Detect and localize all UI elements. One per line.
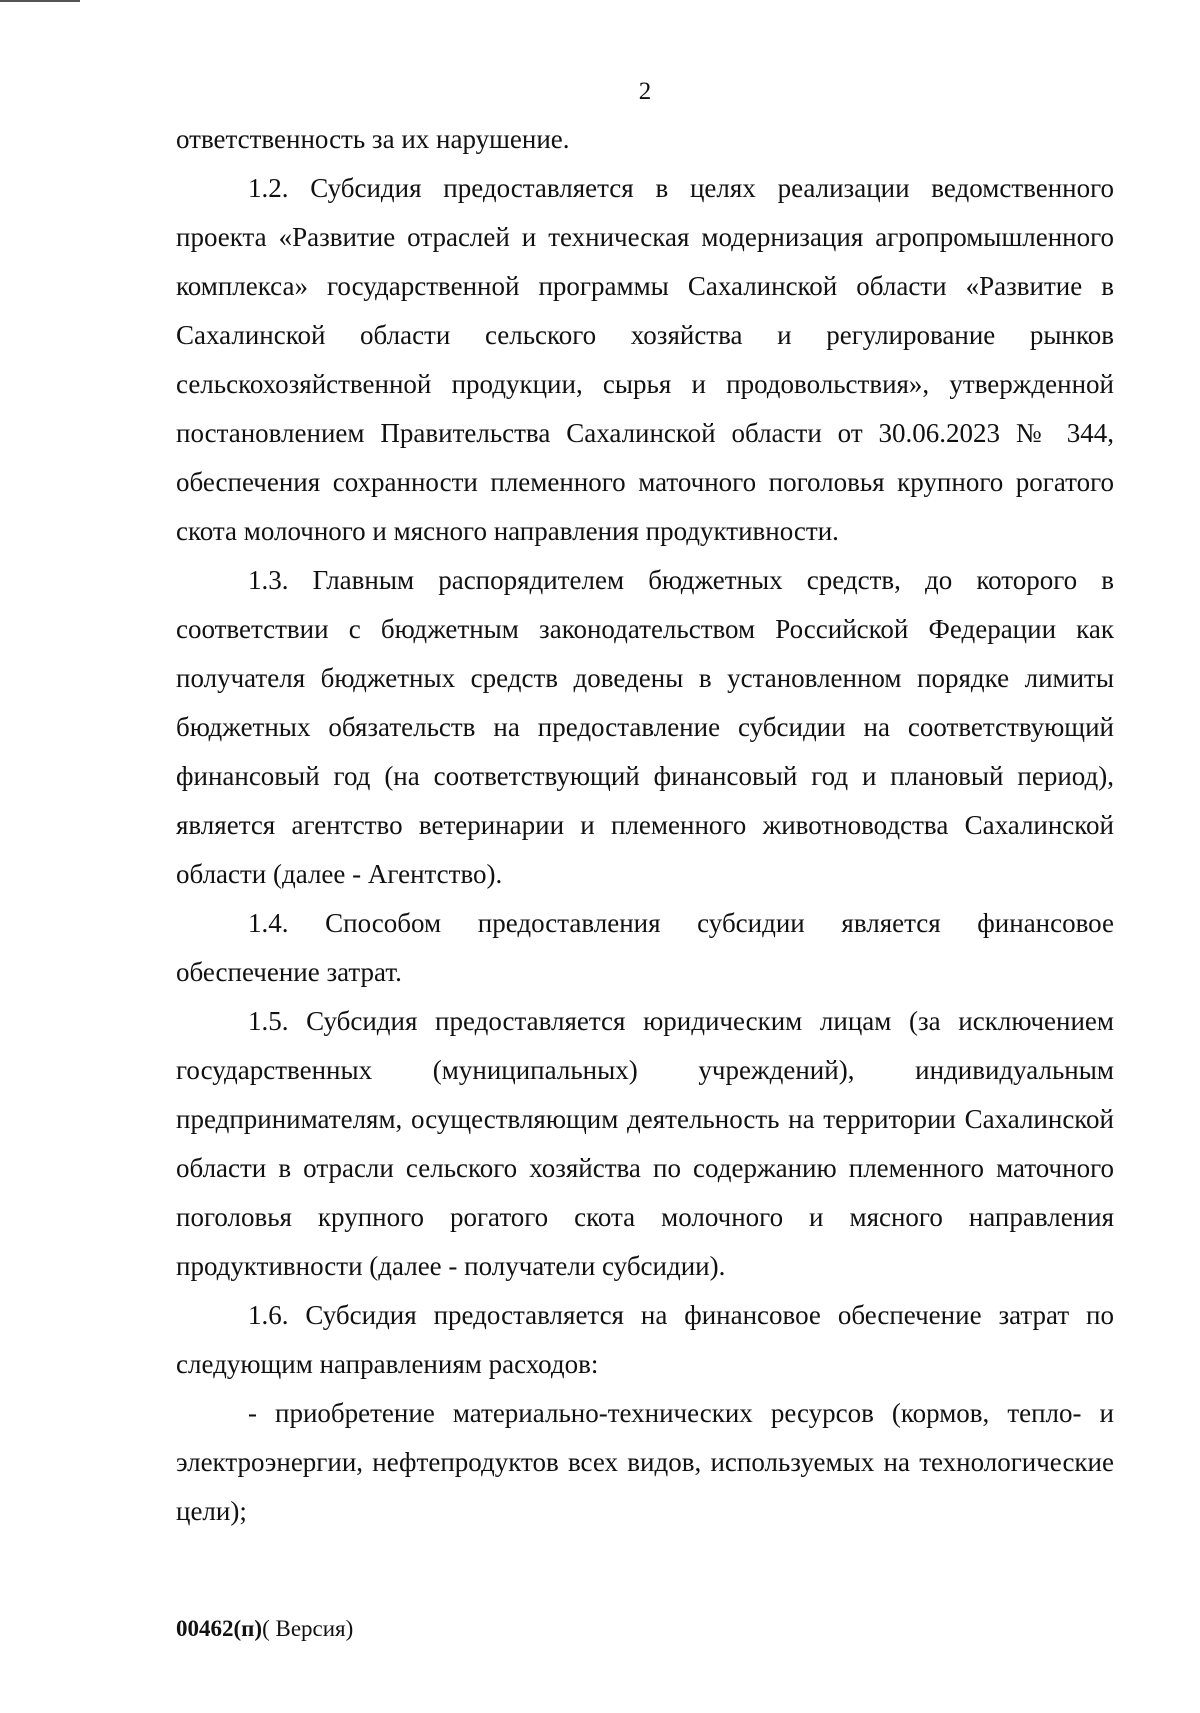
paragraph-1-6: 1.6. Субсидия предоставляется на финансовое обеспечение затрат по следующим направлениям расходов:	[176, 1300, 1114, 1379]
paragraph-1-4: 1.4. Способом предоставления субсидии является финансовое обеспечение затрат.	[176, 908, 1114, 987]
paragraph-list-item: - приобретение материально-технических ресурсов (кормов, тепло- и электроэнергии, нефтепродуктов всех видов, используемых на технологические цели);	[176, 1398, 1114, 1526]
document-body	[176, 115, 1114, 1536]
footer-document-code	[176, 1616, 353, 1642]
paragraph-continuation: ответственность за их нарушение.	[176, 124, 570, 154]
paragraph-1-3: 1.3. Главным распорядителем бюджетных средств, до которого в соответствии с бюджетным законодательством Российской Федерации как получателя бюджетных средств доведены в установленном порядке лимиты бюджетных обязательств на предоставление субсидии на соответствующий финансовый год (на соответствующий финансовый год и плановый период), является агентство ветеринарии и племенного животноводства Сахалинской области (далее - Агентство).	[176, 565, 1114, 889]
footer-code: 00462(п)	[176, 1616, 263, 1641]
paragraph-1-5: 1.5. Субсидия предоставляется юридическим лицам (за исключением государственных (муниципальных) учреждений), индивидуальным предпринимателям, осуществляющим деятельность на территории Сахалинской области в отрасли сельского хозяйства по содержанию племенного маточного поголовья крупного рогатого скота молочного и мясного направления продуктивности (далее - получатели субсидии).	[176, 1006, 1114, 1281]
footer-version: ( Версия)	[262, 1616, 354, 1641]
page-number: 2	[638, 78, 652, 105]
scan-edge-mark	[0, 0, 80, 2]
paragraph-1-2: 1.2. Субсидия предоставляется в целях реализации ведомственного проекта «Развитие отраслей и техническая модернизация агропромышленного комплекса» государственной программы Сахалинской области «Развитие в Сахалинской области сельского хозяйства и регулирование рынков сельскохозяйственной продукции, сырья и продовольствия», утвержденной постановлением Правительства Сахалинской области от 30.06.2023 № 344, обеспечения сохранности племенного маточного поголовья крупного рогатого скота молочного и мясного направления продуктивности.	[176, 173, 1114, 546]
